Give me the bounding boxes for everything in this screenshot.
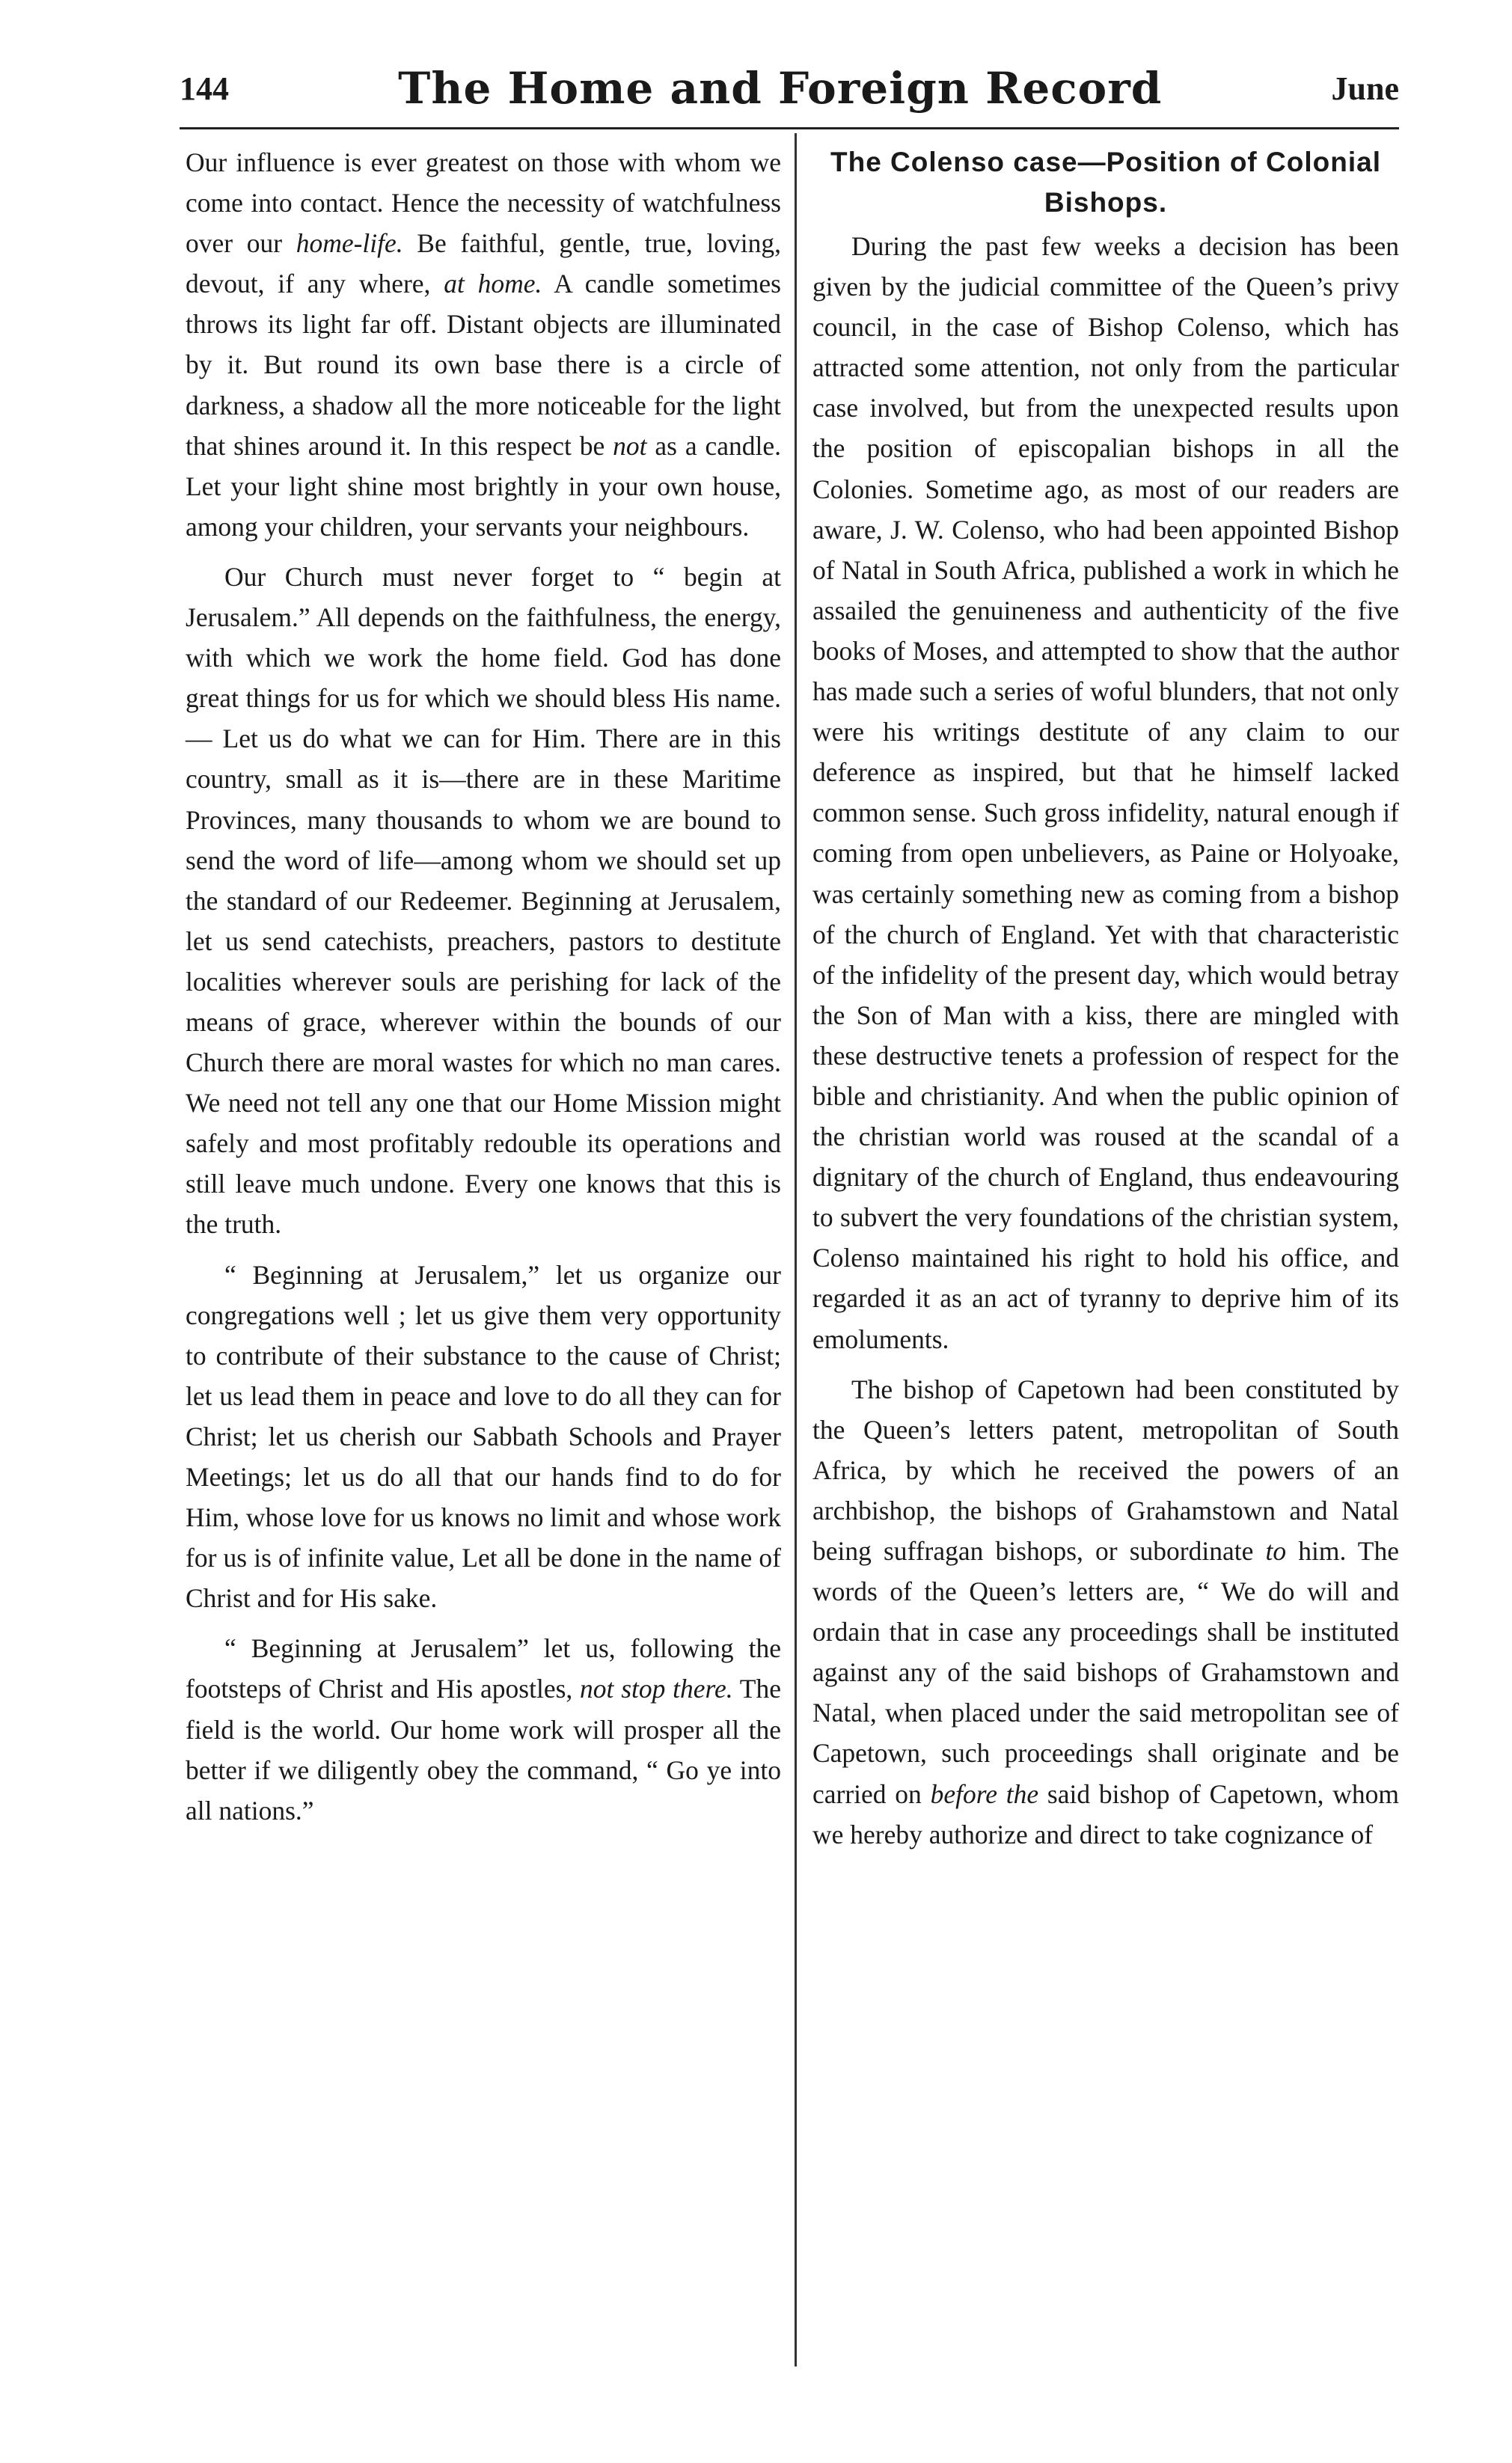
right-column bbox=[812, 142, 1399, 1864]
right-paragraph-1: During the past few weeks a decision has been given by the judicial committee of the Queen’s privy council, in the case of Bishop Colenso, which has attracted some attention, not only from the particular case involved, but from the unexpected results upon the position of episcopalian bishops in all the Colonies. Sometime ago, as most of our readers are aware, J. W. Colenso, who had been appointed Bishop of Natal in South Africa, published a work in which he assailed the genuineness and authenticity of the five books of Moses, and attempted to show that the author has made such a series of woful blunders, that not only were his writings destitute of any claim to our deference as inspired, but that he himself lacked common sense. Such gross infidelity, natural enough if coming from open unbelievers, as Paine or Holyoake, was certainly something new as coming from a bishop of the church of England. Yet with that characteristic of the infidelity of the present day, which would betray the Son of Man with a kiss, there are mingled with these destructive tenets a profession of respect for the bible and christianity. And when the public opinion of the christian world was roused at the scandal of a dignitary of the church of England, thus endeavouring to subvert the very foundations of the christian system, Colenso maintained his right to hold his office, and regarded it as an act of tyranny to deprive him of its emoluments. bbox=[812, 231, 1399, 1354]
header-month: June bbox=[1331, 70, 1399, 107]
header-rule bbox=[180, 127, 1399, 129]
page-header bbox=[180, 58, 1399, 118]
column-divider bbox=[795, 133, 797, 2366]
left-column bbox=[186, 142, 781, 1841]
running-title: The Home and Foreign Record bbox=[398, 63, 1163, 114]
article-title: The Colenso case—Position of Colonial Bishops. bbox=[830, 147, 1381, 218]
left-paragraph-1: Our influence is ever greatest on those with whom we come into contact. Hence the necessity of watchfulness over our home-life. Be faithful, gentle, true, loving, devout, if any where, at home. A candle sometimes throws its light far off. Distant objects are illuminated by it. But round its own base there is a circle of darkness, a shadow all the more noticeable for the light that shines around it. In this respect be not as a candle. Let your light shine most brightly in your own house, among your children, your servants your neighbours. bbox=[186, 147, 781, 542]
left-paragraph-3: “ Beginning at Jerusalem,” let us organize our congregations well ; let us give them very opportunity to contribute of their substance to the cause of Christ; let us lead them in peace and love to do all they can for Christ; let us cherish our Sabbath Schools and Prayer Meetings; let us do all that our hands find to do for Him, whose love for us knows no limit and whose work for us is of infinite value, Let all be done in the name of Christ and for His sake. bbox=[186, 1259, 781, 1614]
left-paragraph-2: Our Church must never forget to “ begin at Jerusalem.” All depends on the faithfulness, the energy, with which we work the home field. God has done great things for us for which we should bless His name.— Let us do what we can for Him. There are in this country, small as it is—there are in these Maritime Provinces, many thousands to whom we are bound to send the word of life—among whom we should set up the standard of our Redeemer. Beginning at Jerusalem, let us send catechists, preachers, pastors to destitute localities wherever souls are perishing for lack of the means of grace, wherever within the bounds of our Church there are moral wastes for which no man cares. We need not tell any one that our Home Mission might safely and most profitably redouble its operations and still leave much undone. Every one knows that this is the truth. bbox=[186, 561, 781, 1240]
page-number: 144 bbox=[180, 70, 229, 107]
right-paragraph-2: The bishop of Capetown had been constituted by the Queen’s letters patent, metropolitan of South Africa, by which he received the powers of an archbishop, the bishops of Grahamstown and Natal being suffragan bishops, or subordinate to him. The words of the Queen’s letters are, “ We do will and ordain that in case any proceedings shall be instituted against any of the said bishops of Grahamstown and Natal, when placed under the said metropolitan see of Capetown, such proceedings shall originate and be carried on before the said bishop of Capetown, whom we hereby authorize and direct to take cognizance of bbox=[812, 1374, 1399, 1849]
left-paragraph-4: “ Beginning at Jerusalem” let us, following the footsteps of Christ and His apostles, not stop there. The field is the world. Our home work will prosper all the better if we diligently obey the command, “ Go ye into all nations.” bbox=[186, 1633, 781, 1826]
